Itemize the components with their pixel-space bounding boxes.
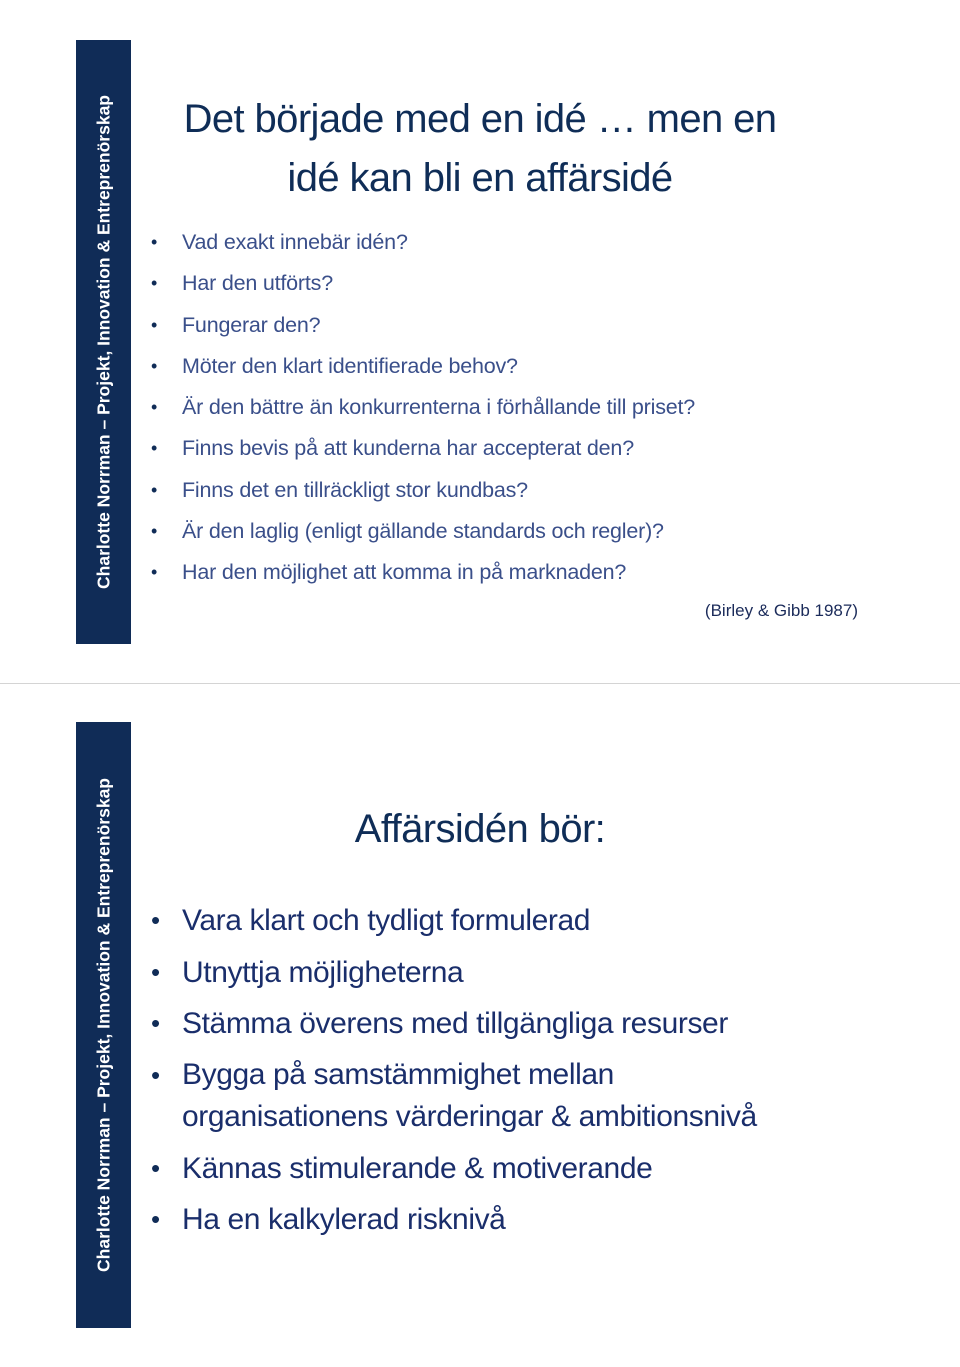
bullet-text: Fungerar den? xyxy=(182,312,321,337)
bullet-dot-icon: • xyxy=(151,479,158,500)
bullet-text: Har den utförts? xyxy=(182,271,333,296)
sidebar-author-label: Charlotte Norrman – Projekt, Innovation & Entreprenörskap xyxy=(93,95,113,589)
bullet-dot-icon: • xyxy=(151,562,158,583)
bullet-item xyxy=(150,305,695,346)
slide-1-bullet-list xyxy=(150,222,695,594)
bullet-item xyxy=(150,346,695,387)
bullet-item xyxy=(150,222,695,263)
bullet-text: Finns bevis på att kunderna har accepterat den? xyxy=(182,436,634,461)
slide-1 xyxy=(0,0,960,683)
bullet-item xyxy=(150,387,695,428)
bullet-item xyxy=(150,998,782,1050)
bullet-dot-icon: • xyxy=(151,438,158,459)
bullet-item xyxy=(150,263,695,304)
bullet-text: Är den laglig (enligt gällande standards och regler)? xyxy=(182,519,664,544)
bullet-dot-icon: • xyxy=(151,273,158,294)
bullet-dot-icon: • xyxy=(151,1204,160,1234)
slide-1-sidebar xyxy=(76,40,131,644)
bullet-text: Vara klart och tydligt formulerad xyxy=(182,904,591,937)
sidebar-author-label: Charlotte Norrman – Projekt, Innovation & Entreprenörskap xyxy=(93,778,113,1272)
slide-2-sidebar xyxy=(76,722,131,1328)
bullet-text: Kännas stimulerande & motiverande xyxy=(182,1151,653,1185)
bullet-dot-icon: • xyxy=(151,355,158,376)
bullet-item xyxy=(150,552,695,593)
bullet-item xyxy=(150,895,782,947)
slide-2-title: Affärsidén bör: xyxy=(354,807,606,851)
bullet-item xyxy=(150,511,695,552)
bullet-text: Finns det en tillräckligt stor kundbas? xyxy=(182,477,528,502)
citation: (Birley & Gibb 1987) xyxy=(704,601,858,620)
bullet-text: Har den möjlighet att komma in på marknaden? xyxy=(182,560,627,585)
bullet-dot-icon: • xyxy=(151,232,158,252)
bullet-text: Ha en kalkylerad risknivå xyxy=(182,1203,506,1236)
bullet-item xyxy=(150,947,782,999)
bullet-dot-icon: • xyxy=(151,956,160,987)
slide-1-title-line-1: Det började med en idé … men en xyxy=(183,97,777,141)
bullet-item xyxy=(150,1143,782,1195)
bullet-text: Är den bättre än konkurrenterna i förhållande till priset? xyxy=(182,395,696,420)
bullet-item xyxy=(150,1194,782,1246)
bullet-dot-icon: • xyxy=(151,397,158,418)
slide-2-bullet-list xyxy=(150,895,782,1246)
bullet-dot-icon: • xyxy=(151,521,158,542)
slide-2 xyxy=(0,684,960,1367)
bullet-text: Möter den klart identifierade behov? xyxy=(182,353,518,378)
slide-1-title xyxy=(150,90,810,208)
bullet-text: Bygga på samstämmighet mellan organisationens värderingar & ambitionsnivå xyxy=(182,1057,757,1133)
bullet-item xyxy=(150,470,695,511)
bullet-text: Utnyttja möjligheterna xyxy=(182,955,464,989)
bullet-dot-icon: • xyxy=(151,314,158,335)
bullet-dot-icon: • xyxy=(151,1059,160,1090)
bullet-item xyxy=(150,1050,782,1143)
bullet-text: Stämma överens med tillgängliga resurser xyxy=(182,1007,728,1040)
bullet-dot-icon: • xyxy=(151,1152,160,1183)
bullet-text: Vad exakt innebär idén? xyxy=(182,230,408,254)
bullet-dot-icon: • xyxy=(151,1008,160,1038)
bullet-item xyxy=(150,428,695,469)
slide-1-title-line-2: idé kan bli en affärsidé xyxy=(287,156,673,200)
bullet-dot-icon: • xyxy=(151,905,160,935)
